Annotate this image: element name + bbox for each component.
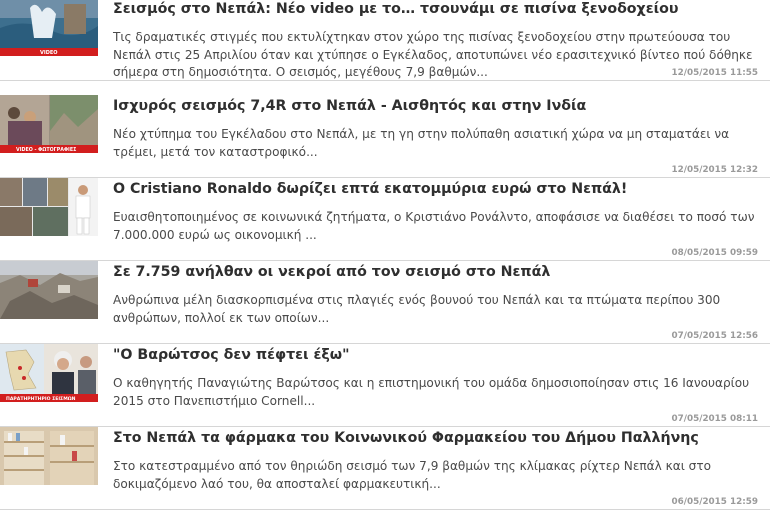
thumbnail-label: VIDEO <box>40 50 58 56</box>
article-title[interactable]: Ισχυρός σεισμός 7,4R στο Νεπάλ - Αισθητός και στην Ινδία <box>113 98 587 114</box>
article-date: 06/05/2015 12:59 <box>671 497 758 507</box>
article-item <box>0 95 770 178</box>
article-date: 07/05/2015 12:56 <box>671 331 758 341</box>
article-description: Στο κατεστραμμένο από τον θηριώδη σεισμό των 7,9 βαθμών της κλίμακας ρίχτερ Νεπάλ και στο δοκιμαζόμενο λαό του, θα αποσταλεί φαρμακευτική... <box>113 459 712 491</box>
thumbnail-label: VIDEO - ΦΩΤΟΓΡΑΦΙΕΣ <box>16 148 77 153</box>
divider <box>0 80 770 81</box>
article-item <box>0 178 770 261</box>
article-thumbnail[interactable] <box>0 427 98 485</box>
article-date: 12/05/2015 12:32 <box>671 165 758 175</box>
article-item <box>0 0 770 81</box>
article-thumbnail[interactable] <box>0 261 98 319</box>
article-description: Ο καθηγητής Παναγιώτης Βαρώτσος και η επιστημονική του ομάδα δημοσιοποίησαν στις 16 Ιανουαρίου 2015 στο Πανεπιστήμιο Cornell... <box>113 376 750 408</box>
article-thumbnail[interactable] <box>0 178 98 236</box>
article-date: 08/05/2015 09:59 <box>671 248 758 258</box>
thumbnail-label: ΠΑΡΑΤΗΡΗΤΗΡΙΟ ΣΕΙΣΜΩΝ <box>6 397 76 402</box>
article-item <box>0 261 770 344</box>
article-date: 07/05/2015 08:11 <box>671 414 758 424</box>
article-item <box>0 427 770 510</box>
article-thumbnail[interactable] <box>0 344 98 402</box>
article-title[interactable]: Σεισμός στο Νεπάλ: Νέο video με το… τσουνάμι σε πισίνα ξενοδοχείου <box>113 1 679 17</box>
article-title[interactable]: Στο Νεπάλ τα φάρμακα του Κοινωνικού Φαρμακείου του Δήμου Παλλήνης <box>113 430 699 446</box>
article-description: Νέο χτύπημα του Εγκέλαδου στο Νεπάλ, με τη γη στην πολύπαθη ασιατική χώρα να μη σταματάει να τρέμει, μετά τον καταστροφικό... <box>113 127 730 159</box>
article-title[interactable]: Ο Cristiano Ronaldo δωρίζει επτά εκατομμύρια ευρώ στο Νεπάλ! <box>113 181 628 197</box>
article-date: 12/05/2015 11:55 <box>671 68 758 78</box>
article-title[interactable]: "Ο Βαρώτσος δεν πέφτει έξω" <box>113 347 350 363</box>
article-thumbnail[interactable] <box>0 0 98 56</box>
article-item <box>0 344 770 427</box>
article-description: Ευαισθητοποιημένος σε κοινωνικά ζητήματα, ο Κριστιάνο Ρονάλντο, αποφάσισε να διαθέσει το ποσό των 7.000.000 ευρώ ως οικονομική ... <box>113 210 755 242</box>
article-description: Τις δραματικές στιγμές που εκτυλίχτηκαν στον χώρο της πισίνας ξενοδοχείου στην πρωτεύουσα του Νεπάλ στις 25 Απριλίου όταν και χτύπησε ο Εγκέλαδος, αποτυπώνει νέο ερασιτεχνικό βίντεο πού δόθηκε σήμερα στη δημοσιότητα. Ο σεισμός, μεγέθους 7,9 βαθμών... <box>113 30 753 79</box>
article-title[interactable]: Σε 7.759 ανήλθαν οι νεκροί από τον σεισμό στο Νεπάλ <box>113 264 551 280</box>
article-description: Ανθρώπινα μέλη διασκορπισμένα στις πλαγιές ενός βουνού του Νεπάλ και τα πτώματα περίπου 300 ανθρώπων, πολλοί εκ των οποίων... <box>113 293 721 325</box>
article-thumbnail[interactable] <box>0 95 98 153</box>
